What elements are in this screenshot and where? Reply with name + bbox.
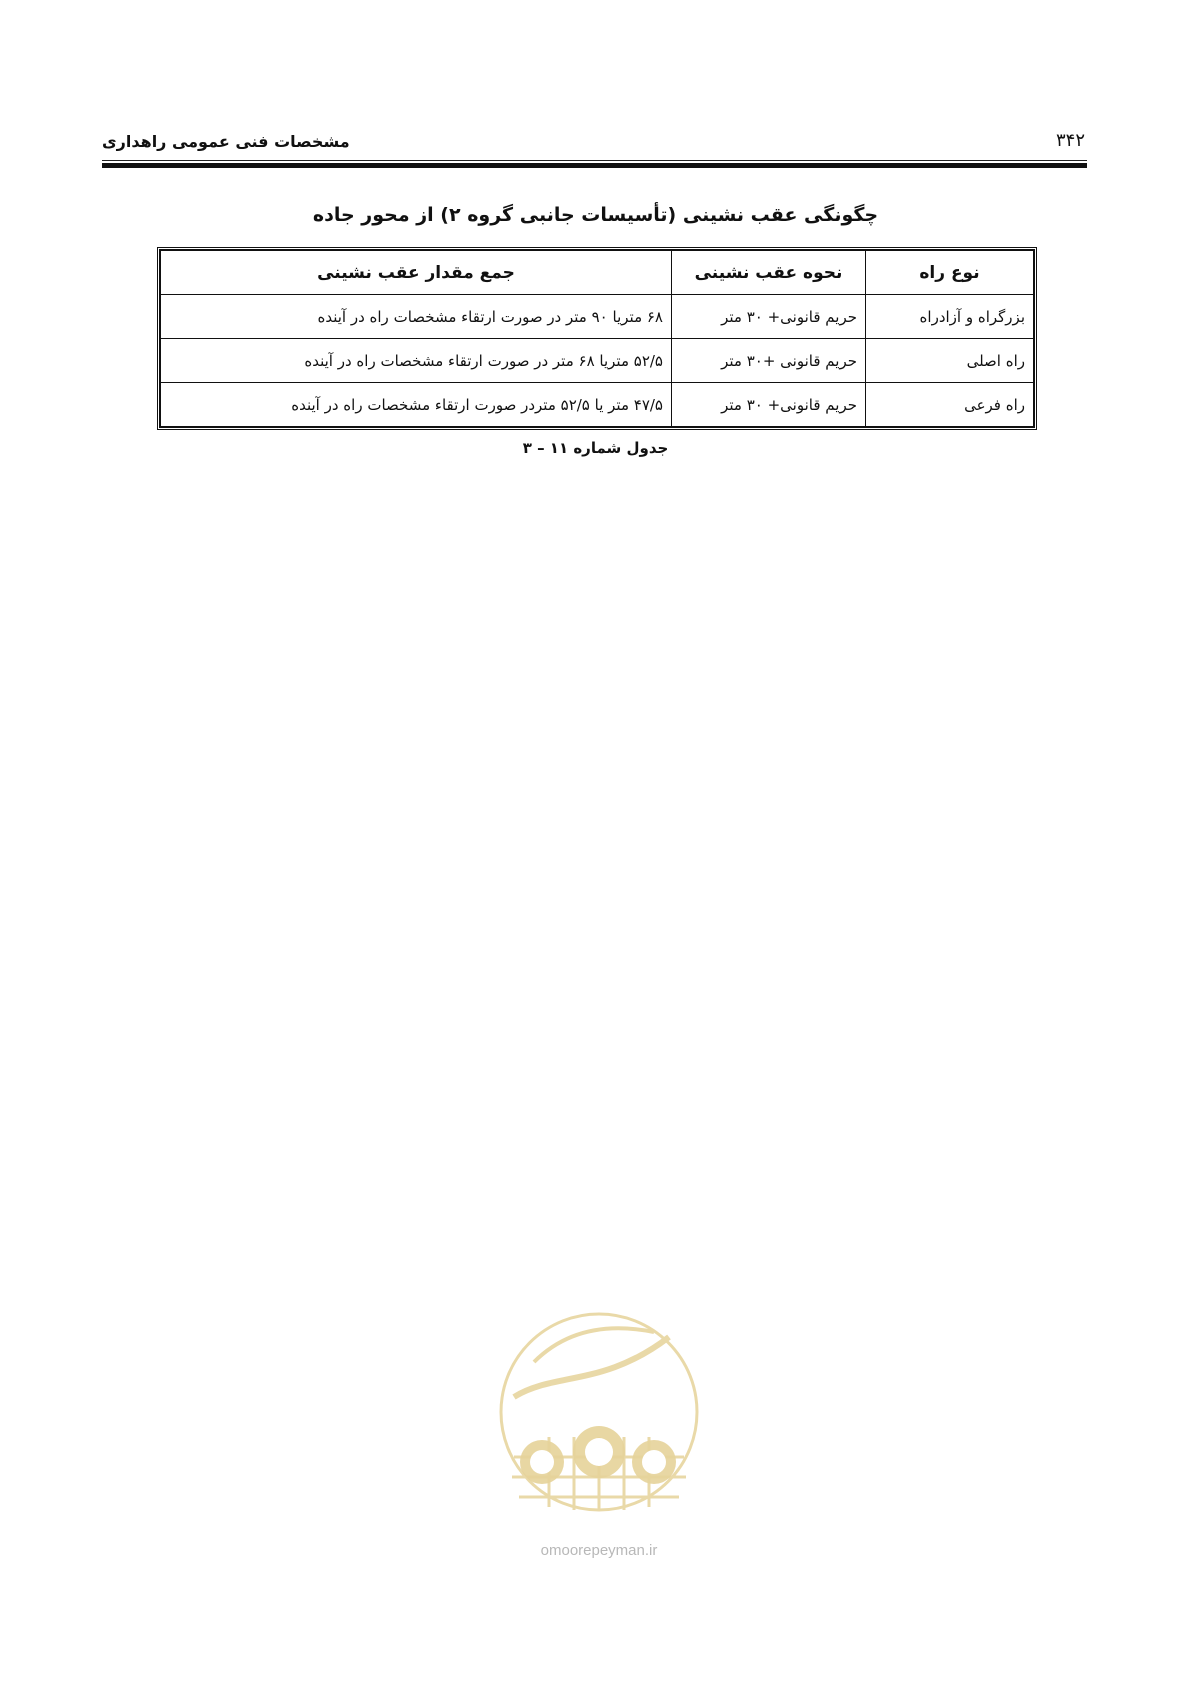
page-header <box>102 128 1087 162</box>
table-row <box>161 339 1034 383</box>
column-header-setback-method: نحوه عقب نشینی <box>672 251 866 295</box>
setback-table-frame <box>157 247 1037 430</box>
book-title: مشخصات فنی عمومی راهداری <box>102 132 350 151</box>
column-header-road-type: نوع راه <box>866 251 1034 295</box>
table-title: چگونگی عقب نشینی (تأسیسات جانبی گروه ۲) از محور جاده <box>312 204 879 226</box>
cell-setback-method: حریم قانونی +۳۰ متر <box>672 339 866 383</box>
table-row <box>161 295 1034 339</box>
cell-setback-method: حریم قانونی+ ۳۰ متر <box>672 295 866 339</box>
table-row <box>161 383 1034 427</box>
watermark <box>494 1292 704 1562</box>
table-header-row <box>161 251 1034 295</box>
cell-road-type: راه اصلی <box>866 339 1034 383</box>
cell-setback-method: حریم قانونی+ ۳۰ متر <box>672 383 866 427</box>
page-number: ۳۴۲ <box>1055 130 1085 151</box>
header-rule-thick <box>102 163 1087 168</box>
column-header-setback-total: جمع مقدار عقب نشینی <box>161 251 672 295</box>
cell-road-type: بزرگراه و آزادراه <box>866 295 1034 339</box>
cell-setback-total: ۴۷/۵ متر یا ۵۲/۵ متردر صورت ارتقاء مشخصات راه در آینده <box>161 383 672 427</box>
watermark-logo <box>494 1292 704 1537</box>
watermark-url: omoorepeyman.ir <box>540 1542 658 1559</box>
setback-table <box>160 250 1034 427</box>
cell-setback-total: ۵۲/۵ متریا ۶۸ متر در صورت ارتقاء مشخصات راه در آینده <box>161 339 672 383</box>
cell-setback-total: ۶۸ متریا ۹۰ متر در صورت ارتقاء مشخصات راه در آینده <box>161 295 672 339</box>
header-rule <box>102 160 1087 161</box>
table-caption: جدول شماره ۱۱ – ۳ <box>522 439 669 457</box>
cell-road-type: راه فرعی <box>866 383 1034 427</box>
